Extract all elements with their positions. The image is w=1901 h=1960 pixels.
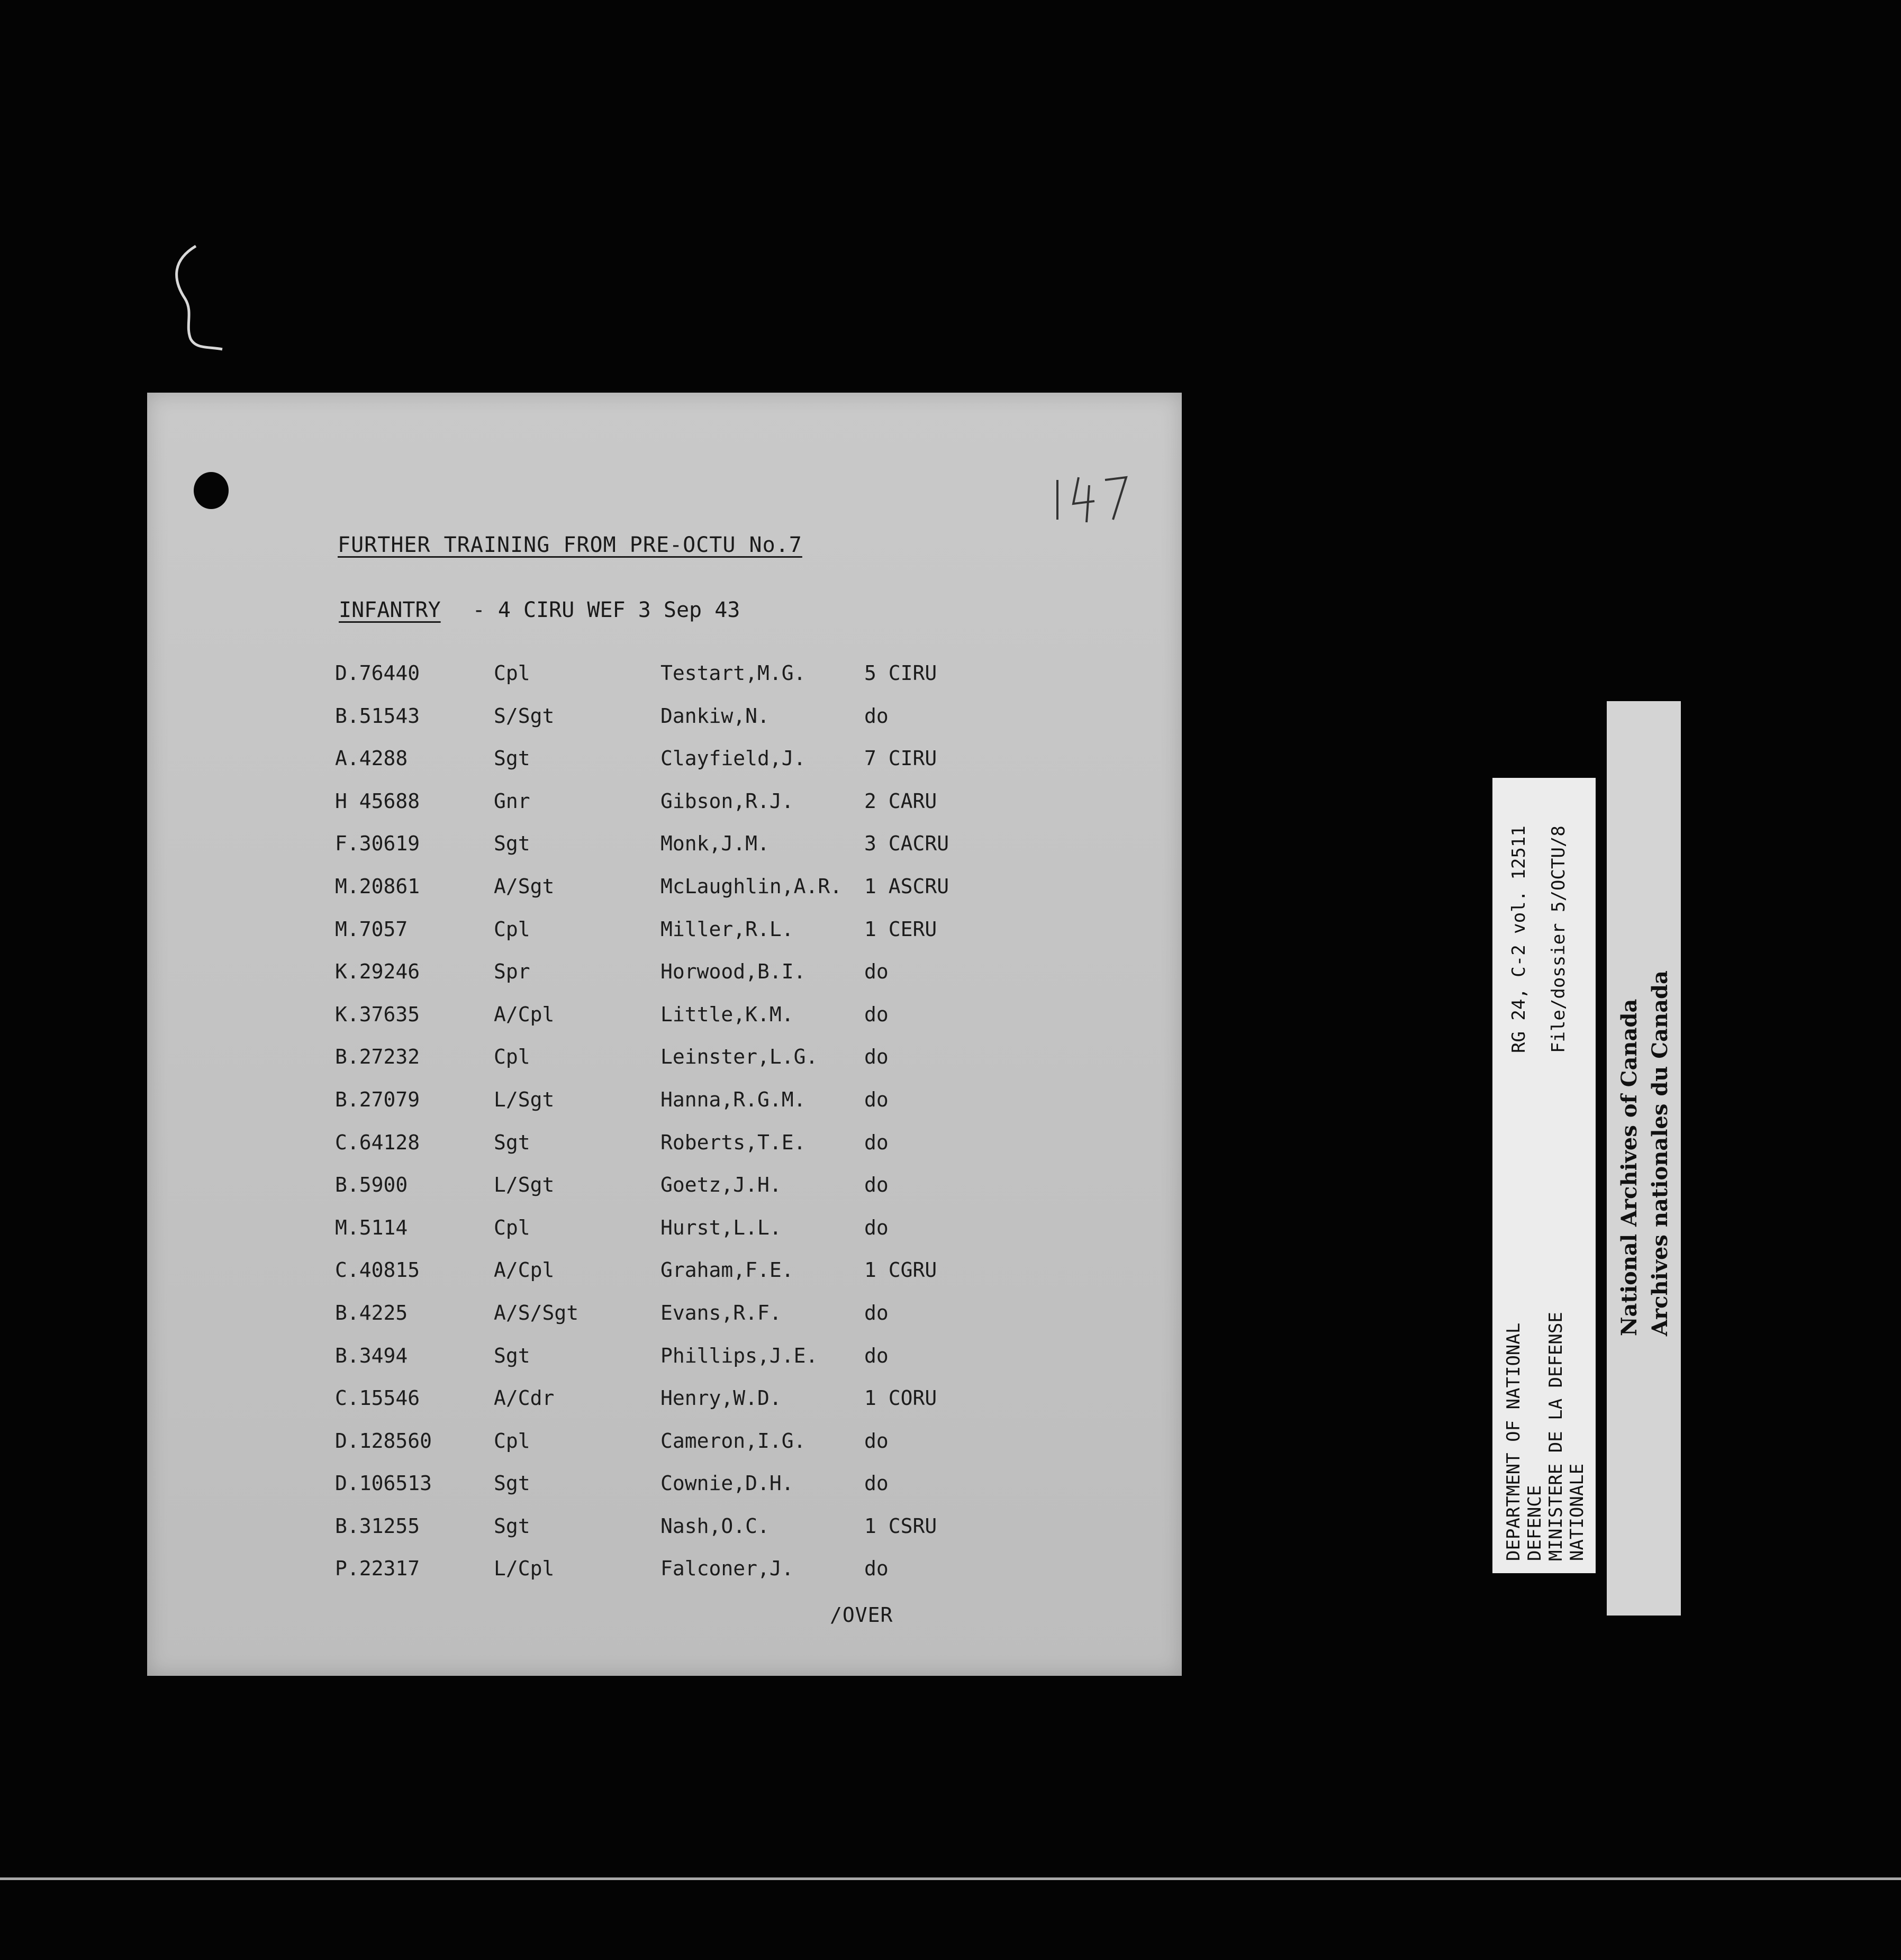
posting-unit: do [864, 1087, 889, 1111]
rank: Sgt [494, 1130, 530, 1154]
rank: A/Cpl [494, 1258, 555, 1282]
soldier-name: Leinster,L.G. [660, 1045, 818, 1069]
service-number: D.76440 [335, 661, 420, 685]
rank: S/Sgt [494, 704, 555, 728]
archive-reference-label [1492, 778, 1596, 1573]
posting-unit: 1 CSRU [864, 1514, 937, 1538]
rank: Cpl [494, 1215, 530, 1239]
roster-row [335, 790, 1076, 832]
department-line-2: DEFENCE [1524, 1485, 1545, 1561]
posting-unit: do [864, 1215, 889, 1239]
service-number: B.5900 [335, 1173, 408, 1197]
rank: Cpl [494, 1045, 530, 1069]
roster-row [335, 832, 1076, 875]
archive-name-english: National Archives of Canada [1617, 999, 1642, 1336]
roster-row [335, 1472, 1076, 1514]
section-heading [339, 598, 740, 622]
service-number: M.7057 [335, 917, 408, 941]
rank: Gnr [494, 789, 530, 813]
service-number: P.22317 [335, 1557, 420, 1581]
soldier-name: Falconer,J. [660, 1557, 794, 1581]
roster-row [335, 1003, 1076, 1046]
roster-row [335, 1557, 1076, 1600]
rank: Cpl [494, 917, 530, 941]
rank: Sgt [494, 1514, 530, 1538]
posting-unit: 2 CARU [864, 789, 937, 813]
section-label: INFANTRY [339, 598, 441, 622]
document-title: FURTHER TRAINING FROM PRE-OCTU No.7 [338, 533, 802, 557]
posting-unit: do [864, 1002, 889, 1026]
service-number: B.51543 [335, 704, 420, 728]
soldier-name: Miller,R.L. [660, 917, 794, 941]
roster-row [335, 1301, 1076, 1344]
posting-unit: 1 CGRU [864, 1258, 937, 1282]
rank: Cpl [494, 1429, 530, 1453]
posting-unit: do [864, 960, 889, 984]
rank: Spr [494, 960, 530, 984]
soldier-name: Evans,R.F. [660, 1301, 782, 1324]
document-page [147, 393, 1182, 1676]
posting-unit: 7 CIRU [864, 747, 937, 770]
soldier-name: Roberts,T.E. [660, 1130, 806, 1154]
over-note: /OVER [830, 1603, 893, 1627]
roster-row [335, 1088, 1076, 1131]
posting-unit: do [864, 1344, 889, 1367]
roster-row [335, 875, 1076, 918]
soldier-name: Henry,W.D. [660, 1386, 782, 1410]
service-number: C.15546 [335, 1386, 420, 1410]
soldier-name: Hanna,R.G.M. [660, 1087, 806, 1111]
roster-row [335, 918, 1076, 960]
service-number: D.106513 [335, 1472, 432, 1495]
soldier-name: Goetz,J.H. [660, 1173, 782, 1197]
soldier-name: Cownie,D.H. [660, 1472, 794, 1495]
soldier-name: Gibson,R.J. [660, 789, 794, 813]
service-number: D.128560 [335, 1429, 432, 1453]
soldier-name: Horwood,B.I. [660, 960, 806, 984]
service-number: K.29246 [335, 960, 420, 984]
soldier-name: Dankiw,N. [660, 704, 770, 728]
soldier-name: Cameron,I.G. [660, 1429, 806, 1453]
roster-row [335, 747, 1076, 790]
posting-unit: do [864, 1429, 889, 1453]
rank: Cpl [494, 661, 530, 685]
service-number: H 45688 [335, 789, 420, 813]
roster-row [335, 1344, 1076, 1387]
roster-row [335, 1386, 1076, 1429]
rank: A/Cdr [494, 1386, 555, 1410]
roster-row [335, 1216, 1076, 1259]
soldier-name: Little,K.M. [660, 1002, 794, 1026]
service-number: K.37635 [335, 1002, 420, 1026]
rank: L/Sgt [494, 1087, 555, 1111]
punch-hole [194, 472, 229, 509]
service-number: B.27232 [335, 1045, 420, 1069]
roster-row [335, 1429, 1076, 1472]
soldier-name: Hurst,L.L. [660, 1215, 782, 1239]
posting-unit: do [864, 1472, 889, 1495]
posting-unit: 3 CACRU [864, 832, 949, 856]
roster-row [335, 1045, 1076, 1088]
soldier-name: Graham,F.E. [660, 1258, 794, 1282]
service-number: C.40815 [335, 1258, 420, 1282]
posting-unit: do [864, 1130, 889, 1154]
posting-unit: do [864, 1173, 889, 1197]
roster-table [335, 661, 1076, 1600]
section-detail: - 4 CIRU WEF 3 Sep 43 [472, 598, 740, 622]
soldier-name: Phillips,J.E. [660, 1344, 818, 1367]
posting-unit: 5 CIRU [864, 661, 937, 685]
roster-row [335, 1131, 1076, 1174]
rank: Sgt [494, 1472, 530, 1495]
roster-row [335, 661, 1076, 704]
service-number: B.31255 [335, 1514, 420, 1538]
rank: L/Cpl [494, 1557, 555, 1581]
rank: Sgt [494, 1344, 530, 1367]
service-number: A.4288 [335, 747, 408, 770]
roster-row [335, 1173, 1076, 1216]
rank: L/Sgt [494, 1173, 555, 1197]
service-number: F.30619 [335, 832, 420, 856]
file-reference: File/dossier 5/OCTU/8 [1548, 825, 1569, 1053]
roster-row [335, 1514, 1076, 1557]
frame-bottom-rule [0, 1877, 1901, 1880]
service-number: M.20861 [335, 874, 420, 898]
soldier-name: Nash,O.C. [660, 1514, 770, 1538]
service-number: C.64128 [335, 1130, 420, 1154]
posting-unit: 1 ASCRU [864, 874, 949, 898]
posting-unit: do [864, 704, 889, 728]
service-number: B.3494 [335, 1344, 408, 1367]
department-line-1: DEPARTMENT OF NATIONAL [1503, 1322, 1524, 1561]
posting-unit: do [864, 1301, 889, 1324]
posting-unit: 1 CORU [864, 1386, 937, 1410]
stray-mark [164, 241, 228, 357]
roster-row [335, 1258, 1076, 1301]
roster-row [335, 960, 1076, 1003]
rank: Sgt [494, 747, 530, 770]
service-number: B.4225 [335, 1301, 408, 1324]
department-line-4: NATIONALE [1567, 1463, 1588, 1561]
service-number: M.5114 [335, 1215, 408, 1239]
handwritten-page-number [1042, 469, 1147, 528]
soldier-name: Clayfield,J. [660, 747, 806, 770]
roster-row [335, 704, 1076, 747]
record-group-reference: RG 24, C-2 vol. 12511 [1508, 825, 1529, 1053]
posting-unit: do [864, 1557, 889, 1581]
rank: Sgt [494, 832, 530, 856]
archive-name-french: Archives nationales du Canada [1647, 970, 1672, 1336]
archive-stamp-label [1607, 701, 1681, 1616]
posting-unit: 1 CERU [864, 917, 937, 941]
department-line-3: MINISTERE DE LA DEFENSE [1545, 1312, 1567, 1561]
rank: A/Sgt [494, 874, 555, 898]
rank: A/Cpl [494, 1002, 555, 1026]
soldier-name: McLaughlin,A.R. [660, 874, 843, 898]
soldier-name: Testart,M.G. [660, 661, 806, 685]
soldier-name: Monk,J.M. [660, 832, 770, 856]
service-number: B.27079 [335, 1087, 420, 1111]
rank: A/S/Sgt [494, 1301, 579, 1324]
posting-unit: do [864, 1045, 889, 1069]
